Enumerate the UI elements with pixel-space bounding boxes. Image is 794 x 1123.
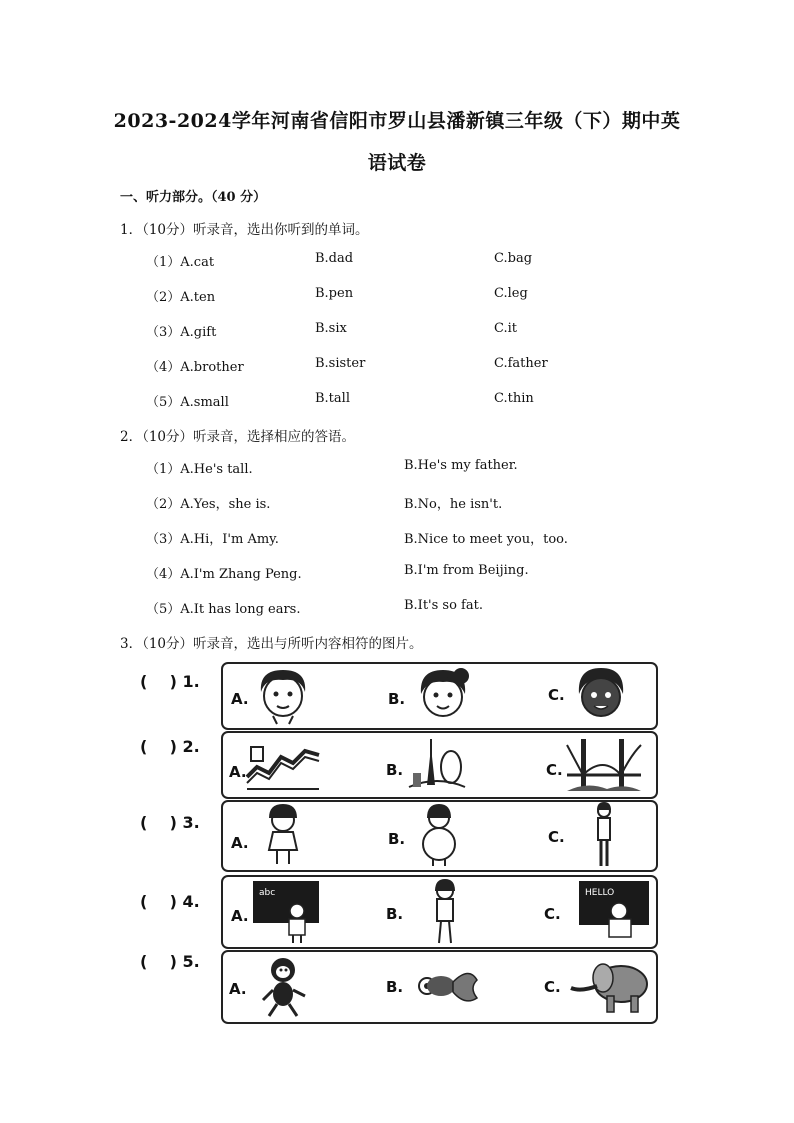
fat-boy-picture bbox=[419, 804, 459, 868]
picture-label-c: C. bbox=[544, 978, 561, 996]
tower-bridge-city-picture bbox=[407, 735, 467, 793]
answer-blank: ( ) 4. bbox=[140, 892, 200, 911]
option-a: （1）A.He's tall. bbox=[146, 462, 253, 477]
picture-label-a: A. bbox=[229, 980, 247, 998]
option-c: C.thin bbox=[494, 391, 534, 406]
picture-row-2 bbox=[221, 731, 658, 799]
option-b: B.pen bbox=[315, 286, 354, 301]
option-b: B.It's so fat. bbox=[404, 598, 483, 613]
option-b: B.Nice to meet you，too. bbox=[404, 532, 568, 547]
picture-row-3 bbox=[221, 800, 658, 872]
girl-face-picture bbox=[413, 666, 473, 724]
option-a: （3）A.gift bbox=[146, 325, 217, 340]
teacher-blackboard-picture bbox=[253, 881, 323, 943]
boy-dark-face-picture bbox=[571, 666, 631, 724]
option-a: （4）A.I'm Zhang Peng. bbox=[146, 567, 302, 582]
question-3-stem: 3．（10分）听录音，选出与所听内容相符的图片。 bbox=[120, 636, 423, 652]
picture-label-b: B. bbox=[388, 690, 406, 708]
option-c: C.leg bbox=[494, 286, 528, 301]
option-b: B.I'm from Beijing. bbox=[404, 563, 529, 578]
girl-standing-picture bbox=[263, 804, 303, 868]
picture-label-a: A. bbox=[229, 763, 247, 781]
option-a: （1）A.cat bbox=[146, 255, 215, 270]
picture-label-c: C. bbox=[548, 686, 565, 704]
blackboard-text: abc bbox=[259, 888, 276, 898]
tall-thin-man-picture bbox=[589, 802, 619, 868]
great-wall-picture bbox=[247, 737, 321, 793]
golden-gate-bridge-picture bbox=[567, 735, 641, 793]
answer-blank: ( ) 1. bbox=[140, 672, 200, 691]
elephant-picture bbox=[567, 958, 653, 1016]
woman-teacher-picture bbox=[429, 879, 461, 945]
option-a: （2）A.Yes，she is. bbox=[146, 497, 271, 512]
picture-label-c: C. bbox=[548, 828, 565, 846]
question-1-stem: 1．（10分）听录音，选出你听到的单词。 bbox=[120, 222, 369, 238]
picture-label-a: A. bbox=[231, 690, 249, 708]
question-2-stem: 2．（10分）听录音，选择相应的答语。 bbox=[120, 429, 356, 445]
man-teacher-hello-picture bbox=[579, 881, 651, 943]
picture-label-b: B. bbox=[386, 978, 404, 996]
goldfish-picture bbox=[409, 962, 479, 1008]
answer-blank: ( ) 3. bbox=[140, 813, 200, 832]
option-b: B.sister bbox=[315, 356, 366, 371]
option-a: （5）A.It has long ears. bbox=[146, 602, 301, 617]
picture-label-c: C. bbox=[546, 761, 563, 779]
picture-label-c: C. bbox=[544, 905, 561, 923]
option-c: C.father bbox=[494, 356, 548, 371]
option-b: B.He's my father. bbox=[404, 458, 518, 473]
option-b: B.No，he isn't. bbox=[404, 497, 503, 512]
boy-face-picture bbox=[253, 666, 313, 724]
option-a: （5）A.small bbox=[146, 395, 229, 410]
answer-blank: ( ) 5. bbox=[140, 952, 200, 971]
option-a: （3）A.Hi，I'm Amy. bbox=[146, 532, 279, 547]
option-b: B.six bbox=[315, 321, 347, 336]
picture-label-b: B. bbox=[388, 830, 406, 848]
page-title-continued: 语试卷 bbox=[367, 152, 427, 174]
option-b: B.dad bbox=[315, 251, 354, 266]
answer-blank: ( ) 2. bbox=[140, 737, 200, 756]
picture-row-4 bbox=[221, 875, 658, 949]
section-heading: 一、听力部分。（40 分） bbox=[120, 190, 267, 205]
option-a: （4）A.brother bbox=[146, 360, 244, 375]
picture-row-1 bbox=[221, 662, 658, 730]
picture-label-a: A. bbox=[231, 834, 249, 852]
monkey-picture bbox=[259, 956, 309, 1018]
picture-label-b: B. bbox=[386, 761, 404, 779]
blackboard-text: HELLO bbox=[585, 888, 615, 898]
picture-label-a: A. bbox=[231, 907, 249, 925]
page-title: 2023-2024学年河南省信阳市罗山县潘新镇三年级（下）期中英 bbox=[113, 110, 681, 132]
option-c: C.bag bbox=[494, 251, 533, 266]
picture-label-b: B. bbox=[386, 905, 404, 923]
option-a: （2）A.ten bbox=[146, 290, 216, 305]
picture-row-5 bbox=[221, 950, 658, 1024]
option-c: C.it bbox=[494, 321, 517, 336]
option-b: B.tall bbox=[315, 391, 350, 406]
